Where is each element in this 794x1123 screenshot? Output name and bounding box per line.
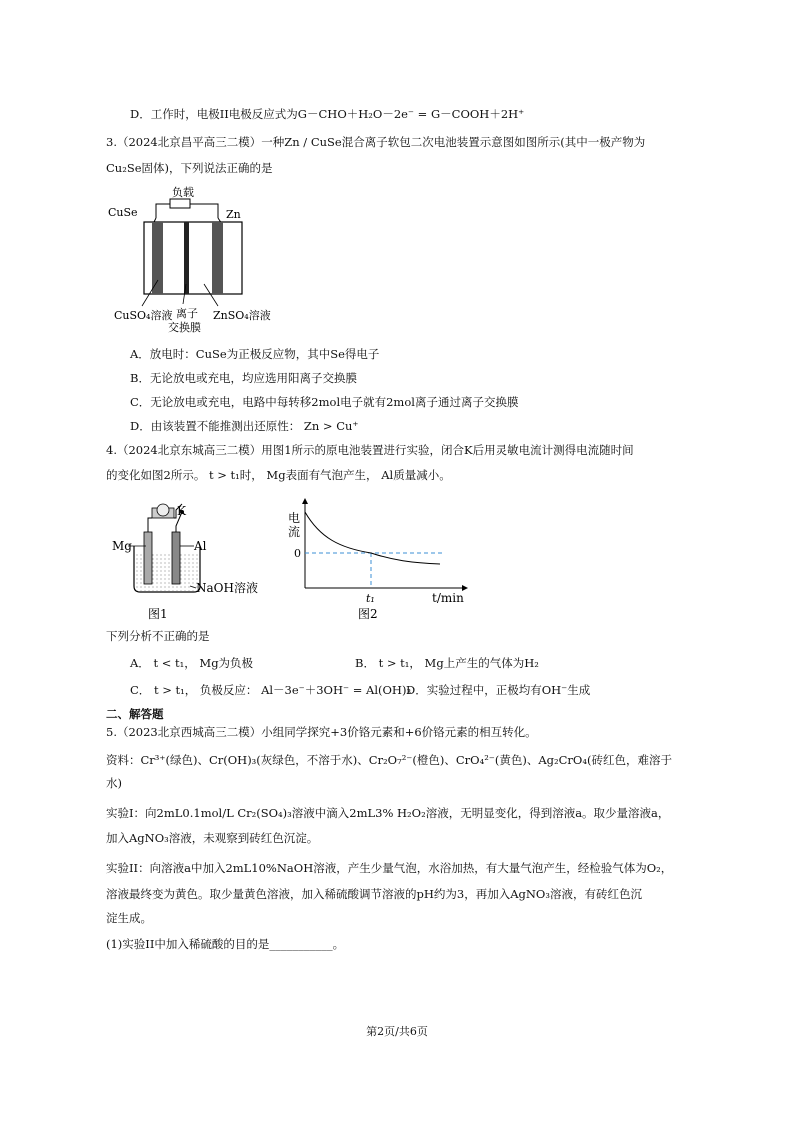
al-label: Al xyxy=(194,539,207,553)
q4-question: 下列分析不正确的是 xyxy=(106,629,210,643)
q4-stem-line2: 的变化如图2所示。 t > t₁时， Mg表面有气泡产生， Al质量减小。 xyxy=(106,468,451,482)
q5-info-line1: 资料：Cr³⁺(绿色)、Cr(OH)₃(灰绿色，不溶于水)、Cr₂O₇²⁻(橙色)、CrO₄²⁻(黄色)、Ag₂CrO₄(砖红色，难溶于 xyxy=(106,753,672,767)
q3-option-a: A．放电时：CuSe为正极反应物，其中Se得电子 xyxy=(130,347,380,361)
membrane-label-1: 离子 xyxy=(176,307,198,320)
cuso4-label: CuSO₄溶液 xyxy=(114,309,173,322)
y-axis-label-2: 流 xyxy=(288,525,301,539)
page-footer: 第2页/共6页 xyxy=(366,1025,428,1038)
q5-exp1-line2: 加入AgNO₃溶液，未观察到砖红色沉淀。 xyxy=(106,831,319,845)
q5-exp1-line1: 实验I：向2mL0.1mol/L Cr₂(SO₄)₃溶液中滴入2mL3% H₂O₂溶液，无明显变化，得到溶液a。取少量溶液a， xyxy=(106,806,670,820)
q5-exp2-line2: 溶液最终变为黄色。取少量黄色溶液，加入稀硫酸调节溶液的pH约为3，再加入AgNO₃溶液，有砖红色沉 xyxy=(106,887,642,901)
q5-exp2-line1: 实验II：向溶液a中加入2mL10%NaOH溶液，产生少量气泡，水浴加热，有大量气泡产生，经检验气体为O₂， xyxy=(106,861,673,875)
cuse-label: CuSe xyxy=(108,206,138,219)
figure-1-caption: 图1 xyxy=(148,607,168,621)
figure-2-plot xyxy=(282,490,472,625)
figure-2-caption: 图2 xyxy=(358,607,378,621)
t1-tick: t₁ xyxy=(366,592,375,605)
cell-diagram xyxy=(108,184,288,334)
switch-k-label: K xyxy=(177,504,186,518)
q3-stem-line1: 3.（2024北京昌平高三二模）一种Zn / CuSe混合离子软包二次电池装置示意图如图所示(其中一极产物为 xyxy=(106,135,646,149)
zero-tick: 0 xyxy=(294,547,301,560)
q4-option-c: C． t > t₁， 负极反应： Al－3e⁻＋3OH⁻ = Al(OH)₃ xyxy=(130,683,412,697)
q3-option-c: C．无论放电或充电，电路中每转移2mol电子就有2mol离子通过离子交换膜 xyxy=(130,395,519,409)
x-axis-label: t/min xyxy=(432,591,464,605)
q5-info-line2: 水) xyxy=(106,776,122,790)
q5-subquestion-1: (1)实验II中加入稀硫酸的目的是___________。 xyxy=(106,937,345,951)
q3-stem-line2: Cu₂Se固体)，下列说法正确的是 xyxy=(106,161,273,175)
q2-option-d: D．工作时，电极II电极反应式为G－CHO＋H₂O－2e⁻ = G－COOH＋2H⁺ xyxy=(130,107,525,121)
membrane-label-2: 交换膜 xyxy=(168,321,201,334)
q4-option-d: D．实验过程中，正极均有OH⁻生成 xyxy=(406,683,591,697)
y-axis-label-1: 电 xyxy=(288,511,301,525)
q5-exp2-line3: 淀生成。 xyxy=(106,911,152,925)
q4-option-b: B． t > t₁， Mg上产生的气体为H₂ xyxy=(355,656,539,670)
figure-1-cell xyxy=(108,490,268,625)
q4-stem-line1: 4.（2024北京东城高三二模）用图1所示的原电池装置进行实验，闭合K后用灵敏电流计测得电流随时间 xyxy=(106,443,634,457)
q3-option-b: B．无论放电或充电，均应选用阳离子交换膜 xyxy=(130,371,357,385)
naoh-label: NaOH溶液 xyxy=(196,581,258,595)
znso4-label: ZnSO₄溶液 xyxy=(213,309,271,322)
mg-label: Mg xyxy=(112,539,132,553)
q4-option-a: A． t < t₁， Mg为负极 xyxy=(130,656,254,670)
zn-label: Zn xyxy=(226,208,241,221)
load-label: 负载 xyxy=(172,186,194,199)
q3-option-d: D．由该装置不能推测出还原性： Zn > Cu⁺ xyxy=(130,419,359,433)
q5-stem: 5.（2023北京西城高三二模）小组同学探究+3价铬元素和+6价铬元素的相互转化。 xyxy=(106,725,537,739)
section-heading: 二、解答题 xyxy=(106,707,164,721)
